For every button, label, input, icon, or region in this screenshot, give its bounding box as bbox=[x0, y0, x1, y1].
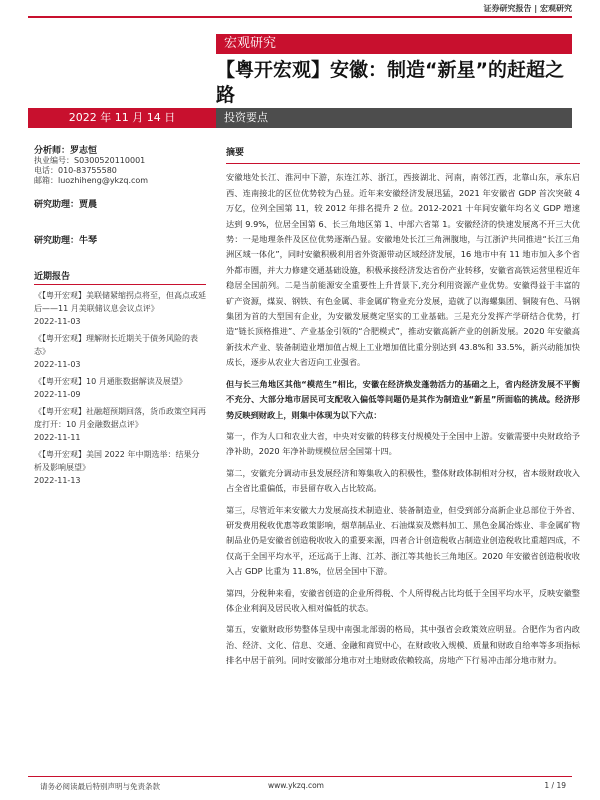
recent-report-item[interactable] bbox=[34, 332, 206, 371]
footer-rule bbox=[28, 776, 572, 777]
abstract-paragraph: 第五，安徽财政形势整体呈现中南强北部弱的格局，其中强省会政策效应明显。合肥作为省内政治、经济、文化、信息、交通、金融和商贸中心，在财政收入规模、质量和财政自给率等多项指标排名中居于前列。同时安徽部分地市对土地财政依赖较高，房地产下行易冲击部分地市财力。 bbox=[226, 624, 580, 666]
report-type-tag: 证券研究报告 | 宏观研究 bbox=[483, 4, 572, 13]
analyst-name: 分析师：罗志恒 bbox=[34, 146, 98, 156]
recent-report-date: 2022-11-11 bbox=[34, 433, 81, 442]
recent-report-date: 2022-11-03 bbox=[34, 360, 81, 369]
recent-reports-rule bbox=[34, 284, 206, 285]
abstract-paragraph: 第一，作为人口和农业大省，中央对安徽的转移支付规模处于全国中上游。安徽需要中央财政给予净补助，2020 年净补助规模位居全国第十四。 bbox=[226, 430, 580, 457]
recent-report-title[interactable]: 《【粤开宏观】社融超预期回落，货币政策空间再度打开：10 月金融数据点评》 bbox=[34, 407, 206, 429]
page-header bbox=[28, 0, 572, 20]
footer-disclaimer: 请务必阅读最后特别声明与免责条款 bbox=[40, 782, 160, 791]
category-label: 宏观研究 bbox=[216, 34, 572, 54]
report-date: 2022 年 11 月 14 日 bbox=[28, 108, 216, 128]
analyst-phone: 电话：010-83755580 bbox=[34, 166, 117, 175]
footer-website[interactable]: www.ykzq.com bbox=[268, 781, 324, 790]
recent-report-date: 2022-11-09 bbox=[34, 390, 81, 399]
recent-report-title[interactable]: 《【粤开宏观】10 月通胀数据解读及展望》 bbox=[34, 377, 187, 386]
abstract-paragraph: 第三，尽管近年来安徽大力发展高技术制造业、装备制造业，但受到部分高新企业总部位于外省、研发费用税收优惠等政策影响，烟草制品业、石油煤炭及燃料加工、黑色金属冶炼业、非金属矿物制品业仍是安徽省创造税收收入的重要来源，四者合计创造税收占制造业创造税收比重超四成，不仅高于全国平均水平，还远高于上海、江苏、浙江等其他长三角地区。2020 年安徽省创造税收收入占 GDP 比重为 11.8%，位居全国中下游。 bbox=[226, 504, 580, 577]
analyst-email[interactable]: 邮箱：luozhiheng@ykzq.com bbox=[34, 176, 149, 185]
abstract-paragraph: 第四，分税种来看，安徽省创造的企业所得税、个人所得税占比均低于全国平均水平，反映安徽整体企业利润及居民收入相对偏低的状态。 bbox=[226, 587, 580, 613]
recent-report-item[interactable] bbox=[34, 405, 206, 444]
main-content bbox=[226, 146, 580, 675]
page-footer bbox=[28, 776, 572, 796]
section-heading: 投资要点 bbox=[216, 108, 572, 128]
recent-report-title[interactable]: 《【粤开宏观】美联储紧缩拐点将至，但高点或延后——11 月美联储议息会议点评》 bbox=[34, 291, 206, 313]
abstract-paragraph-bold: 但与长三角地区其他“模范生”相比，安徽在经济焕发蓬勃活力的基础之上，省内经济发展不平衡不充分、大部分地市居民可支配收入偏低等问题仍是其作为制造业“新星”所面临的挑战。经济形势反映到财政上，则集中体现为以下六点： bbox=[226, 378, 580, 420]
abstract-paragraph: 安徽地处长江、淮河中下游，东连江苏、浙江，西接湖北、河南，南邻江西，北靠山东，承东启西、连南接北的区位优势较为凸显。近年来安徽经济发展迅猛，2021 年安徽省 GDP 首次突破 4 万亿，位列全国第 11，较 2012 年排名提升 2 位。2012-2021 十年间安徽年均名义 GDP 增速达到 9.9%，位居全国第 6、长三角地区第 1、中部六省第 1。安徽经济的快速发展离不开三大优势：一是地理条件及区位优势逐渐凸显。安徽地处长江三角洲腹地，与江浙沪共同推进“长江三角洲区域一体化”，同时安徽积极利用省外资源带动区域经济发展，16 地市中有 11 地市加入多个省外都市圈，并大力修建交通基础设施，积极承接经济发达省份产业转移，安徽省高铁运营里程近年稳居全国前列。二是当前能源安全重要性上升背景下,充分利用资源产业优势。安徽得益于丰富的矿产资源，煤炭、钢铁、有色金属、非金属矿物业充分发展，造就了以海螺集团、铜陵有色、马钢集团为首的大型国有企业，为安徽发展奠定坚实的工业基础。三是充分发挥产学研结合优势，打造“链长顶格推进”、产业基金引领的“合肥模式”，推动安徽高新产业的创新发展。2020 年安徽高新技术产业、装备制造业增加值占规上工业增加值比重分别达到 43.8%和 33.5%，新兴动能加快成长，逐步从农业大省迈向工业强省。 bbox=[226, 172, 580, 368]
recent-report-item[interactable] bbox=[34, 289, 206, 328]
abstract-rule bbox=[226, 163, 580, 164]
recent-report-item[interactable] bbox=[34, 448, 206, 487]
analyst-info bbox=[34, 146, 206, 186]
recent-report-date: 2022-11-03 bbox=[34, 317, 81, 326]
recent-report-title[interactable]: 《【粤开宏观】理解财长近期关于债务风险的表态》 bbox=[34, 334, 198, 356]
assistant-2: 研究助理：牛琴 bbox=[34, 236, 98, 246]
analyst-license: 执业编号：S0300520110001 bbox=[34, 156, 146, 165]
header-rule bbox=[28, 16, 572, 18]
assistant-1: 研究助理：贾晨 bbox=[34, 200, 98, 210]
recent-report-title[interactable]: 《【粤开宏观】美国 2022 年中期选举：结果分析及影响展望》 bbox=[34, 450, 200, 472]
abstract-title: 摘要 bbox=[226, 148, 245, 158]
recent-reports-title: 近期报告 bbox=[34, 272, 71, 282]
recent-report-date: 2022-11-13 bbox=[34, 476, 81, 485]
report-title: 【粤开宏观】安徽：制造“新星”的赶超之路 bbox=[216, 59, 564, 106]
recent-report-item[interactable] bbox=[34, 375, 206, 401]
sidebar bbox=[34, 146, 206, 491]
page-number: 1 / 19 bbox=[544, 781, 566, 790]
abstract-paragraph: 第二，安徽充分调动市县发展经济和筹集收入的积极性，整体财政体制相对分权，省本级财政收入占全省比重偏低，市县留存收入占比较高。 bbox=[226, 467, 580, 494]
